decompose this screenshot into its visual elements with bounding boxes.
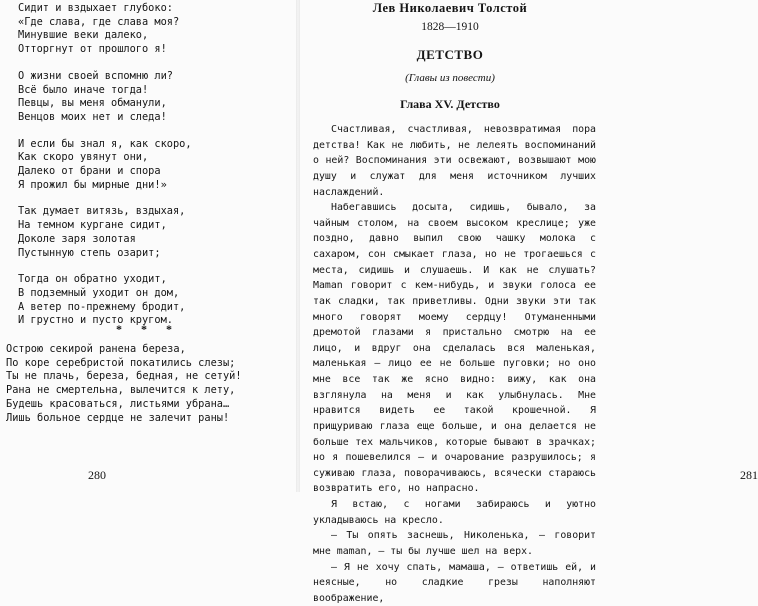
poem-line: Всё было иначе тогда! (18, 84, 288, 98)
poem-line: Так думает витязь, вздыхая, (18, 205, 288, 219)
poem-line: Певцы, вы меня обманули, (18, 97, 288, 111)
poem-line: Рана не смертельна, вылечится к лету, (6, 384, 276, 398)
poem-line: Пустынную степь озарит; (18, 247, 288, 261)
right-page (300, 0, 600, 492)
poem-line: На темном кургане сидит, (18, 219, 288, 233)
poem-line: Я прожил бы мирные дни!» (18, 179, 288, 193)
poem-line: А ветер по-прежнему бродит, (18, 301, 288, 315)
prose-paragraph: — Я не хочу спать, мамаша, — ответишь ей, и неясные, но сладкие грезы наполняют воображение, (313, 560, 596, 606)
chapter-title: Глава XV. Детство (300, 97, 600, 112)
poem-line: Как скоро увянут они, (18, 151, 288, 165)
stanza-separator: * * * (0, 322, 296, 337)
poem-top (18, 2, 288, 341)
left-page (0, 0, 296, 492)
poem-line: Ты не плачь, береза, бедная, не сетуй! (6, 370, 276, 384)
prose-paragraph: Набегавшись досыта, сидишь, бывало, за чайным столом, на своем высоком креслице; уже поздно, давно выпил свою чашку молока с сахаром, сон смыкает глаза, но не трогаешься с места, сидишь и слушаешь. И как не слушать? Maman говорит с кем-нибудь, и звуки голоса ее так сладки, так приветливы. Одни звуки эти так много говорят моему сердцу! Отуманенными дремотой глазами я пристально смотрю на ее лицо, и вдруг она сделалась вся маленькая, маленькая — лицо ее не больше пуговки; но оно мне все так же ясно видно: вижу, как она взглянула на меня и как улыбнулась. Мне нравится видеть ее такой крошечной. Я прищуриваю глаза еще больше, и она делается не больше тех мальчиков, которые бывают в зрачках; но я пошевелился — и очарование разрушилось; я суживаю глаза, поворачиваюсь, всячески стараюсь возвратить его, но напрасно. (313, 200, 596, 497)
prose-text (313, 122, 596, 606)
poem-line: Минувшие веки далеко, (18, 29, 288, 43)
author-name: Лев Николаевич Толстой (300, 1, 600, 16)
work-subtitle: (Главы из повести) (300, 72, 600, 84)
poem-line: И если бы знал я, как скоро, (18, 138, 288, 152)
poem-line: И грустно и пусто кругом. (18, 314, 288, 328)
poem-stanza (18, 2, 288, 57)
author-years: 1828—1910 (300, 21, 600, 33)
poem-line: Сидит и вздыхает глубоко: (18, 2, 288, 16)
page-number-right: 281 (740, 468, 758, 483)
poem-line: Далеко от брани и спора (18, 165, 288, 179)
poem-stanza (18, 70, 288, 125)
poem-line: Отторгнут от прошлого я! (18, 43, 288, 57)
poem-line: Доколе заря золотая (18, 233, 288, 247)
poem-stanza (18, 273, 288, 328)
prose-paragraph: Я встаю, с ногами забираюсь и уютно укладываюсь на кресло. (313, 497, 596, 528)
poem-bottom (6, 343, 276, 425)
poem-line: Тогда он обратно уходит, (18, 273, 288, 287)
poem-line: О жизни своей вспомню ли? (18, 70, 288, 84)
poem-line: Венцов моих нет и следа! (18, 111, 288, 125)
work-title: ДЕТСТВО (300, 47, 600, 63)
poem-line: В подземный уходит он дом, (18, 287, 288, 301)
prose-paragraph: — Ты опять заснешь, Николенька, — говорит мне maman, — ты бы лучше шел на верх. (313, 528, 596, 559)
poem-line: «Где слава, где слава моя? (18, 16, 288, 30)
page-number-left: 280 (88, 468, 106, 483)
poem-line: По коре серебристой покатились слезы; (6, 357, 276, 371)
prose-paragraph: Счастливая, счастливая, невозвратимая пора детства! Как не любить, не лелеять воспоминаний о ней? Воспоминания эти освежают, возвышают мою душу и служат для меня источником лучших наслаждений. (313, 122, 596, 200)
poem-stanza (18, 138, 288, 193)
poem-line: Будешь красоваться, листьями убрана… (6, 398, 276, 412)
poem-line: Лишь больное сердце не залечит раны! (6, 412, 276, 426)
poem-stanza (18, 205, 288, 260)
poem-line: Острою секирой ранена береза, (6, 343, 276, 357)
